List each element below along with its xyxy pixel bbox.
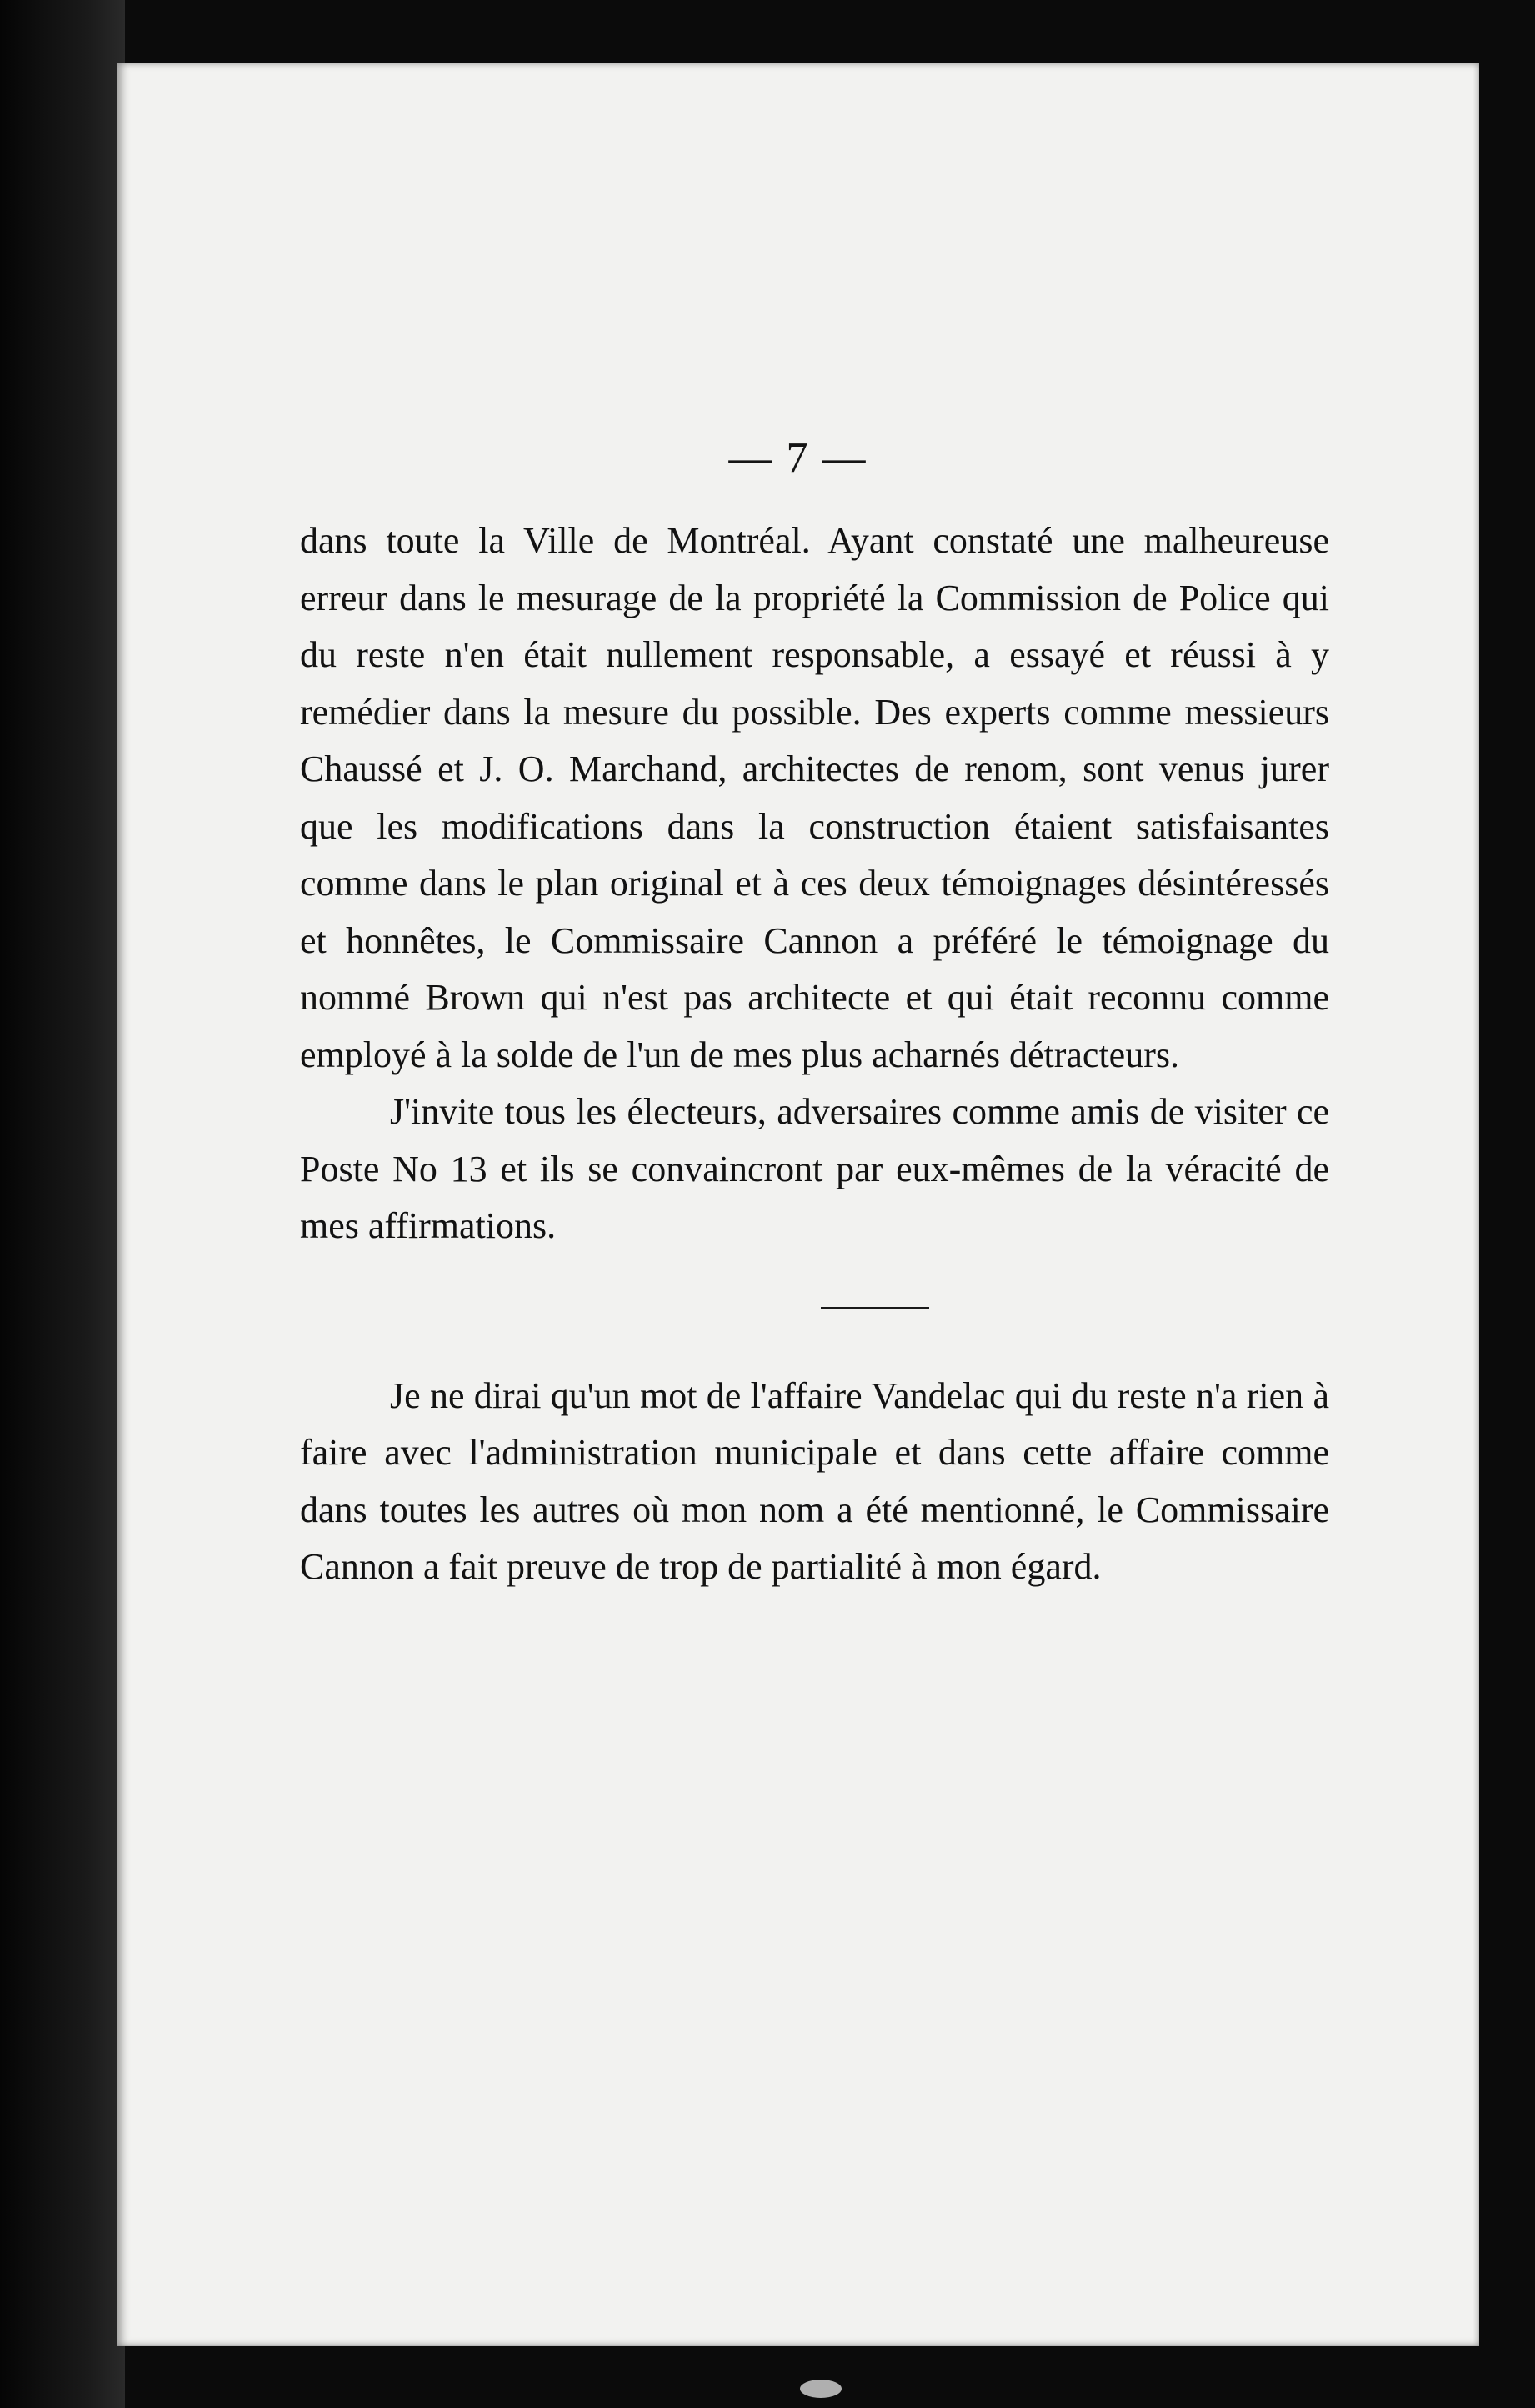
body-text xyxy=(300,513,1329,1596)
scan-artifact-mark xyxy=(800,2380,842,2398)
paragraph-vandelac-affair: Je ne dirai qu'un mot de l'affaire Vandelac qui du reste n'a rien à faire avec l'administration municipale et dans cette affaire comme dans toutes les autres où mon nom a été mentionné, le Commissaire Cannon a fait preuve de trop de partialité à mon égard. xyxy=(300,1374,1329,1587)
document-page xyxy=(117,63,1479,2346)
scan-edge-left xyxy=(0,0,125,2408)
section-divider xyxy=(821,1307,929,1309)
paragraph-invitation: J'invite tous les électeurs, adversaires comme amis de visiter ce Poste No 13 et ils se convaincront par eux-mêmes de la véracité de mes affirmations. xyxy=(300,1091,1329,1246)
page-number: — 7 — xyxy=(728,434,868,482)
paragraph-police-commission: dans toute la Ville de Montréal. Ayant constaté une malheureuse erreur dans le mesurage de la propriété la Commission de Police qui du reste n'en était nullement responsable, a essayé et réussi à y remédier dans la mesure du possible. Des experts comme messieurs Chaussé et J. O. Marchand, architectes de renom, sont venus jurer que les modifications dans la construction étaient satisfaisantes comme dans le plan original et à ces deux témoignages désintéressés et honnêtes, le Commissaire Cannon a préféré le témoignage du nommé Brown qui n'est pas architecte et qui était reconnu comme employé à la solde de l'un de mes plus acharnés détracteurs. xyxy=(300,520,1329,1075)
